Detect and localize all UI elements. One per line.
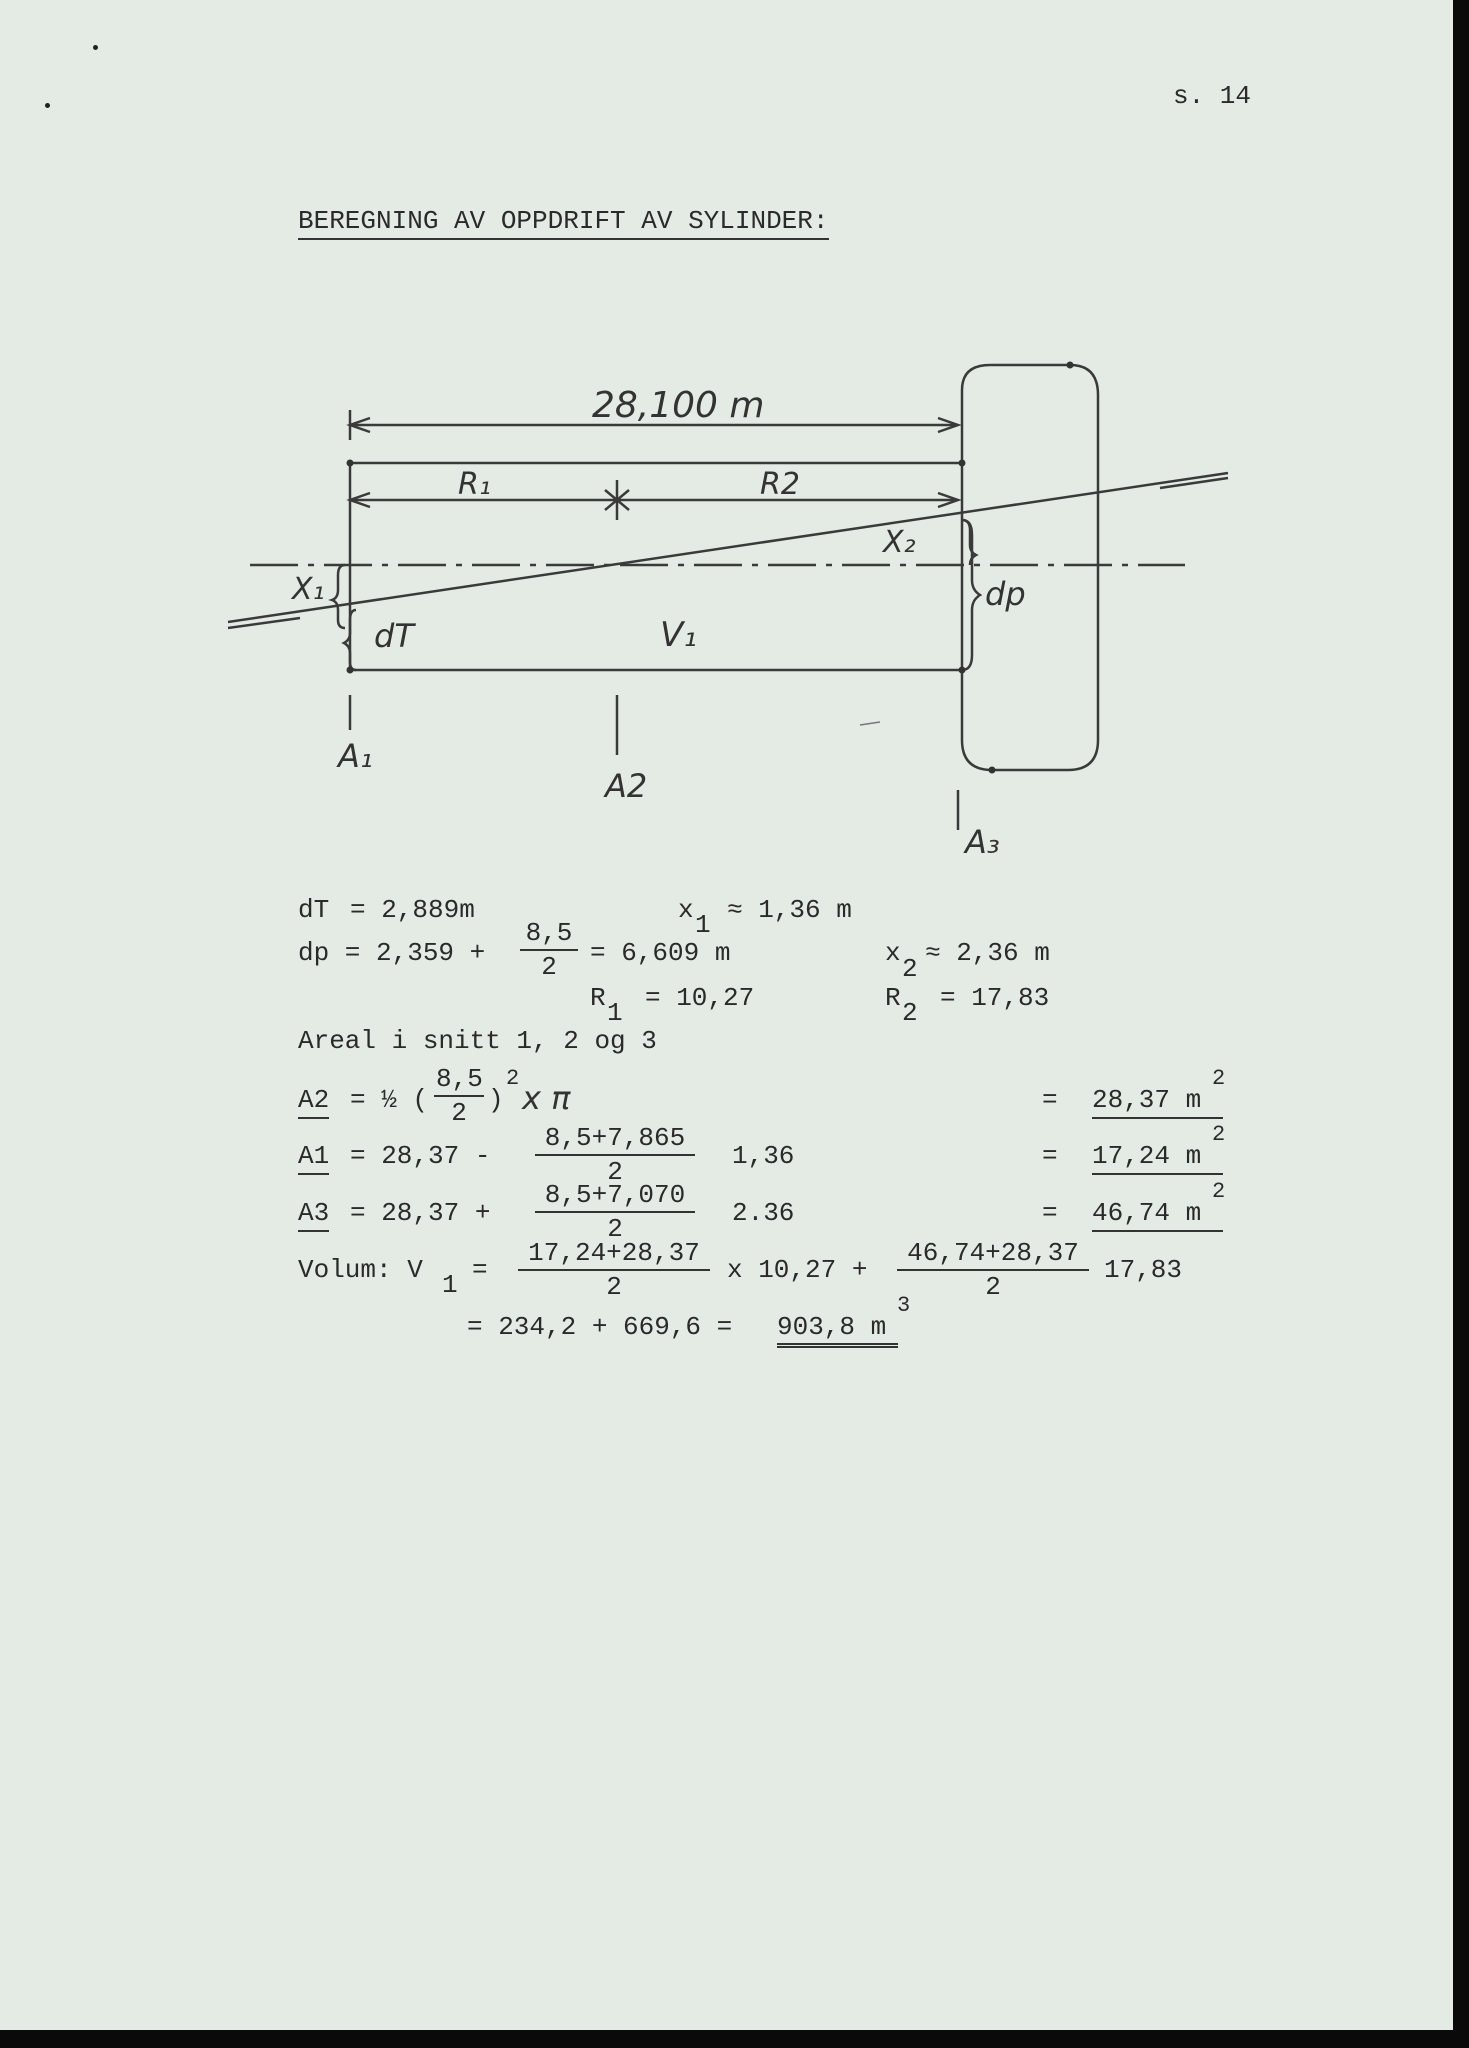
a2-result: 28,37 m [1092, 1087, 1223, 1113]
a3-tail: 2.36 [732, 1198, 795, 1228]
dp-label: dp [985, 575, 1026, 613]
v1-label: V₁ [660, 615, 697, 655]
volume-line2: = 234,2 + 669,6 = [467, 1312, 733, 1342]
scan-edge-right [1453, 0, 1469, 2048]
volume-fraction-1: $\frac{17,24+28,37}{2}$ [518, 1240, 710, 1300]
r1-value: = 10,27 [645, 983, 755, 1013]
a2-label: A2 [605, 767, 648, 805]
a2-eq: = ½ ( [350, 1085, 429, 1115]
r2-subscript: 2 [902, 998, 918, 1028]
volume-fraction-2: $\frac{46,74+28,37}{2}$ [897, 1240, 1089, 1300]
a2-exponent: 2 [506, 1066, 520, 1091]
r2-symbol: R [885, 983, 901, 1013]
a1-tail: 1,36 [732, 1141, 795, 1171]
r1-symbol: R [590, 983, 606, 1013]
waterline [228, 473, 1228, 622]
x1-subscript: 1 [695, 910, 711, 940]
volume-total-exp: 3 [897, 1293, 911, 1318]
volume-eq: = [472, 1255, 488, 1285]
x2-label: X₂ [883, 525, 916, 560]
a2-fraction: $\frac{8,5}{2}$ [436, 1064, 483, 1128]
a3-fraction: $\frac{8,5+7,070}{2}$ [535, 1182, 695, 1242]
dp-rhs: = 6,609 m [590, 938, 731, 968]
dt-rhs: = 2,889m [350, 895, 475, 925]
a3-eq: = 28,37 + [350, 1198, 491, 1228]
x1-value: ≈ 1,36 m [727, 895, 852, 925]
length-label: 28,100 m [592, 385, 765, 426]
a3-label: A₃ [965, 823, 1000, 861]
a2-result-eq: = [1042, 1085, 1058, 1115]
x2-value: ≈ 2,36 m [925, 938, 1050, 968]
r2-label: R2 [760, 467, 800, 502]
a2-result-exp: 2 [1212, 1066, 1226, 1091]
a3-label: A3 [298, 1200, 329, 1226]
page-title: BEREGNING AV OPPDRIFT AV SYLINDER: [298, 208, 829, 234]
x2-subscript: 2 [902, 954, 918, 984]
r2-value: = 17,83 [940, 983, 1050, 1013]
r1-label: R₁ [458, 467, 491, 502]
r1-subscript: 1 [607, 998, 623, 1028]
a2-pi: x π [522, 1079, 571, 1117]
x1-symbol: x [678, 895, 694, 925]
dp-fraction: $\frac{8,5}{2}$ [520, 920, 578, 980]
page-number: s. 14 [1173, 81, 1252, 111]
scan-edge-bottom [0, 2030, 1469, 2048]
volume-total: 903,8 m [777, 1314, 898, 1340]
areal-heading: Areal i snitt 1, 2 og 3 [298, 1026, 657, 1056]
volume-label: Volum: V [298, 1255, 423, 1285]
end-float [962, 365, 1098, 770]
cylinder-diagram [0, 0, 1469, 900]
a1-label: A1 [298, 1143, 329, 1169]
a2-label: A2 [298, 1087, 329, 1113]
a3-result-eq: = [1042, 1198, 1058, 1228]
x2-symbol: x [885, 938, 901, 968]
dt-lhs: dT [298, 895, 330, 925]
volume-tail: 17,83 [1104, 1255, 1183, 1285]
a1-result-exp: 2 [1212, 1122, 1226, 1147]
dt-label: dT [374, 617, 414, 655]
volume-subscript: 1 [442, 1270, 458, 1300]
a1-result-eq: = [1042, 1141, 1058, 1171]
a2-close: ) [488, 1085, 504, 1115]
volume-mid: x 10,27 + [727, 1255, 868, 1285]
a1-result: 17,24 m [1092, 1143, 1223, 1169]
a1-fraction: $\frac{8,5+7,865}{2}$ [535, 1125, 695, 1185]
x1-label: X₁ [292, 572, 325, 607]
a3-result-exp: 2 [1212, 1179, 1226, 1204]
a1-eq: = 28,37 - [350, 1141, 491, 1171]
dp-lhs: dp = 2,359 + [298, 938, 486, 968]
a3-result: 46,74 m [1092, 1200, 1223, 1226]
a1-label: A₁ [338, 737, 373, 775]
